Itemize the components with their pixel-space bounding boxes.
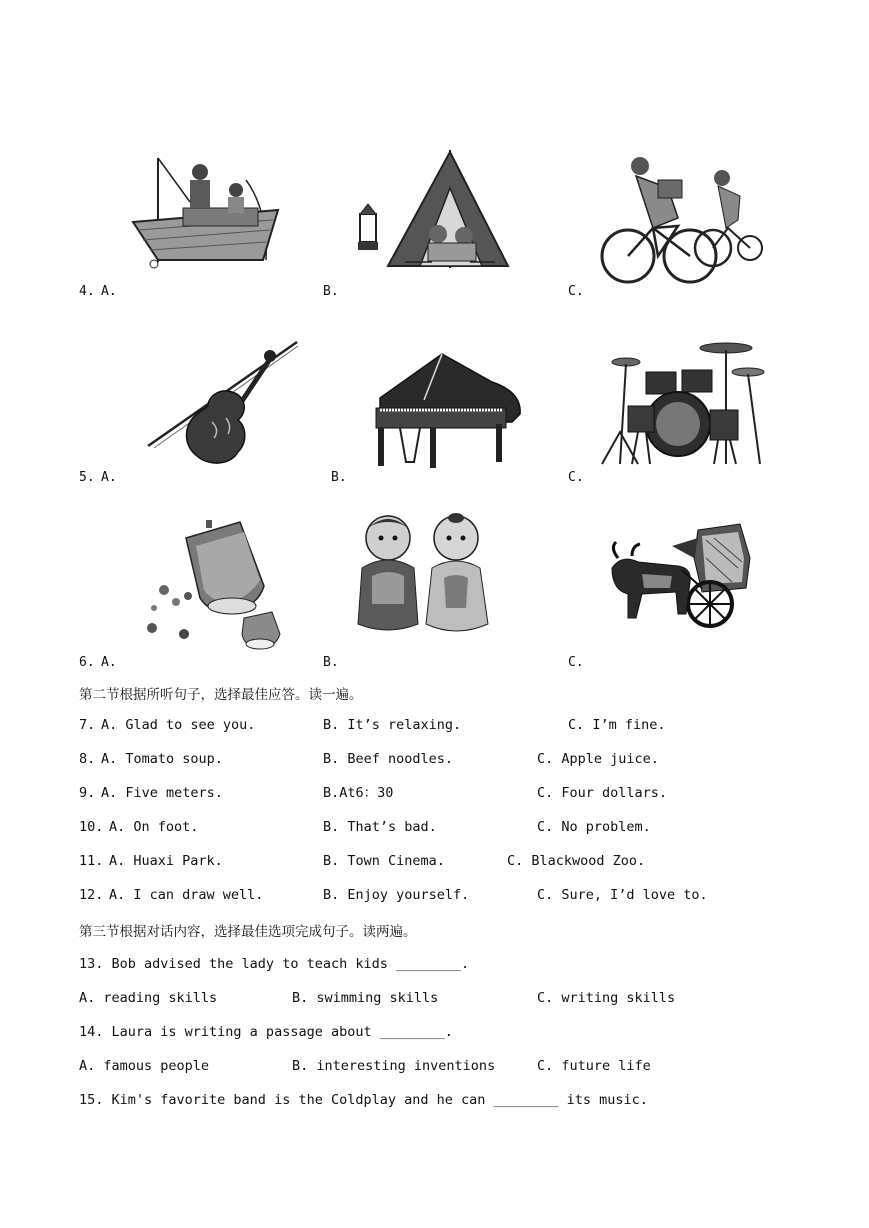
question-9-option-a: A. Five meters. [101,785,223,801]
question-9-option-c: C. Four dollars. [537,785,668,801]
question-9-number: 9. [79,785,96,801]
question-4-option-b-label: B. [323,284,339,299]
question-6-number: 6. [79,655,95,670]
camping-tent-picture [350,148,512,273]
question-12-option-b: B. Enjoy yourself. [323,887,470,903]
question-14-option-b: B. interesting inventions [292,1058,496,1074]
question-13-stem: 13. Bob advised the lady to teach kids ________. [79,956,470,972]
section-2-heading: 第二节根据所听句子，选择最佳应答。读一遍。 [79,687,363,703]
question-6-option-b-label: B. [323,655,339,670]
question-5-option-a-label: A. [101,470,117,485]
cycling-picture [598,148,763,293]
question-5-option-b-label: B. [331,470,347,485]
question-9-option-b: B.At6：30 [323,785,394,801]
question-8-option-c: C. Apple juice. [537,751,659,767]
question-7-option-c: C. I’m fine. [568,717,666,733]
question-15-stem: 15. Kim's favorite band is the Coldplay and he can ________ its music. [79,1092,648,1108]
question-8-option-b: B. Beef noodles. [323,751,454,767]
question-12-option-a: A. I can draw well. [109,887,264,903]
question-7-option-a: A. Glad to see you. [101,717,256,733]
fishing-boat-picture [128,150,288,275]
question-10-option-b: B. That’s bad. [323,819,437,835]
grand-piano-picture [372,352,527,470]
question-5-option-c-label: C. [568,470,584,485]
question-11-option-b: B. Town Cinema. [323,853,445,869]
question-14-stem: 14. Laura is writing a passage about ________. [79,1024,453,1040]
question-8-option-a: A. Tomato soup. [101,751,223,767]
section-3-heading: 第三节根据对话内容，选择最佳选项完成句子。读两遍。 [79,924,417,940]
question-11-option-c: C. Blackwood Zoo. [507,853,646,869]
question-12-option-c: C. Sure, I’d love to. [537,887,708,903]
question-8-number: 8. [79,751,96,767]
question-12-number: 12. [79,887,104,903]
question-13-option-c: C. writing skills [537,990,676,1006]
question-14-option-a: A. famous people [79,1058,210,1074]
paper-cut-ox-cart-picture [602,518,754,646]
question-6-option-c-label: C. [568,655,584,670]
question-4-option-c-label: C. [568,284,584,299]
question-11-option-a: A. Huaxi Park. [109,853,223,869]
question-7-number: 7. [79,717,96,733]
question-10-option-a: A. On foot. [109,819,199,835]
question-6-option-a-label: A. [101,655,117,670]
question-7-option-b: B. It’s relaxing. [323,717,462,733]
question-10-number: 10. [79,819,104,835]
question-11-number: 11. [79,853,104,869]
question-5-number: 5. [79,470,95,485]
sky-lantern-picture [140,516,300,654]
question-4-option-a-label: A. [101,284,117,299]
question-10-option-c: C. No problem. [537,819,651,835]
question-13-option-b: B. swimming skills [292,990,439,1006]
drum-kit-picture [598,336,770,468]
question-14-option-c: C. future life [537,1058,651,1074]
clay-figurines-picture [352,512,497,640]
question-4-number: 4. [79,284,95,299]
violin-picture [142,334,302,474]
question-13-option-a: A. reading skills [79,990,218,1006]
